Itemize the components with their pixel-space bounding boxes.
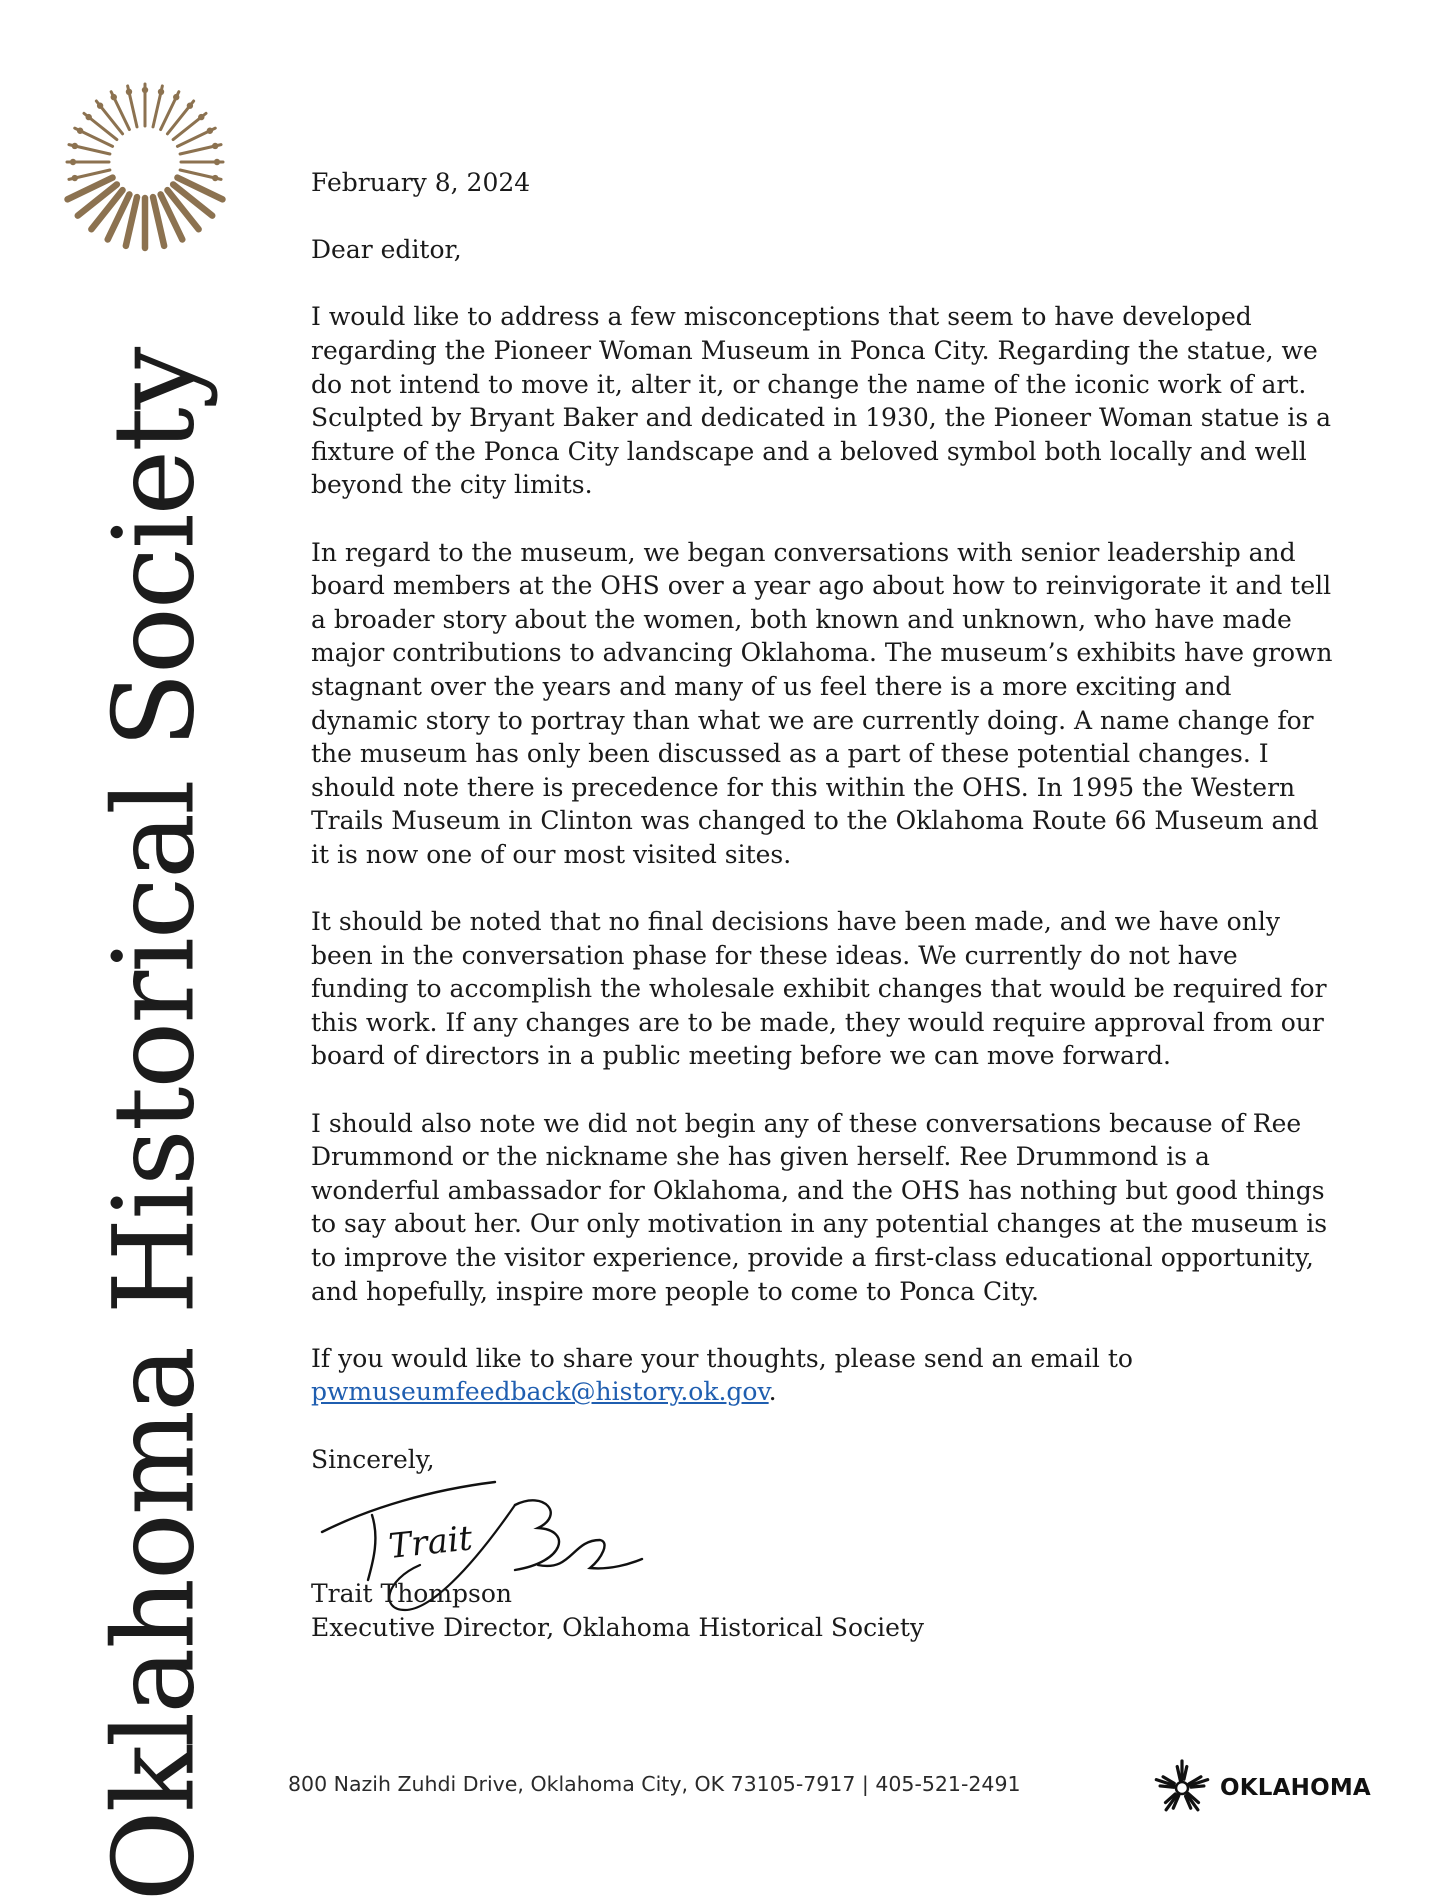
letter-closing-paragraph	[311, 1342, 1341, 1409]
star-ray	[1177, 1767, 1180, 1781]
letter-sign-off: Sincerely,	[311, 1444, 435, 1474]
letter-paragraph: I would like to address a few misconceptions that seem to have developed regarding the Pioneer Woman Museum in Ponca City. Regarding the statue, we do not intend to move it, alter it, or change the name of the iconic work of art. Sculpted by Bryant Baker and dedicated in 1930, the Pioneer Woman statue is a fixture of the Ponca City landscape and a beloved symbol both locally and well beyond the city limits.	[311, 302, 1332, 500]
ohs-sunburst-logo-icon	[55, 72, 235, 252]
star-center	[1176, 1782, 1188, 1794]
signer-name: Trait Thompson	[311, 1579, 513, 1608]
letter-date: February 8, 2024	[311, 168, 531, 197]
feedback-email-link[interactable]: pwmuseumfeedback@history.ok.gov	[311, 1377, 769, 1407]
oklahoma-star-icon	[1152, 1758, 1212, 1818]
organization-name-vertical: Oklahoma Historical Society	[90, 348, 220, 1901]
logo-ray-tip	[77, 128, 83, 134]
footer-address: 800 Nazih Zuhdi Drive, Oklahoma City, OK 73105-7917 | 405-521-2491	[288, 1772, 1021, 1796]
logo-ray-tip	[126, 89, 132, 95]
letter-paragraph: In regard to the museum, we began conversations with senior leadership and board members at the OHS over a year ago about how to reinvigorate it and tell a broader story about the women, both known and unknown, who have made major contributions to advancing Oklahoma. The museum’s exhibits have grown stagnant over the years and many of us feel there is a more exciting and dynamic story to portray than what we are currently doing. A name change for the museum has only been discussed as a part of these potential changes. I should note there is precedence for this within the OHS. In 1995 the Western Trails Museum in Clinton was changed to the Oklahoma Route 66 Museum and it is now one of our most visited sites.	[311, 537, 1333, 869]
logo-ray-tip	[173, 94, 179, 100]
logo-ray-tip	[97, 103, 103, 109]
oklahoma-state-brand	[1152, 1758, 1371, 1818]
logo-ray-tip	[214, 159, 220, 165]
logo-ray-tip	[187, 103, 193, 109]
closing-text: If you would like to share your thoughts, please send an email to	[311, 1343, 1133, 1373]
star-ray	[1191, 1786, 1204, 1787]
logo-ray-tip	[212, 143, 218, 149]
signature-lettering: Trait	[386, 1518, 475, 1567]
letter-salutation: Dear editor,	[311, 235, 462, 265]
logo-ray-tip	[207, 128, 213, 134]
signer-title: Executive Director, Oklahoma Historical Society	[311, 1613, 925, 1642]
star-ray	[1184, 1767, 1187, 1780]
letter-paragraph: I should also note we did not begin any of these conversations because of Ree Drummond or the nickname she has given herself. Ree Drummond is a wonderful ambassador for Oklahoma, and the OHS has nothing but good things to say about her. Our only motivation in any potential changes at the museum is to improve the visitor experience, provide a first-class educational opportunity, and hopefully, inspire more people to come to Ponca City.	[311, 1108, 1328, 1306]
logo-ray-tip	[111, 94, 117, 100]
letter-paragraph: It should be noted that no final decisions have been made, and we have only been in the conversation phase for these ideas. We currently do not have funding to accomplish the wholesale exhibit changes that would be required for this work. If any changes are to be made, they would require approval from our board of directors in a public meeting before we can move forward.	[311, 907, 1327, 1071]
logo-ray-tip	[72, 143, 78, 149]
logo-ray-tip	[158, 89, 164, 95]
logo-ray-tip	[72, 175, 78, 181]
logo-ray-tip	[198, 114, 204, 120]
closing-period: .	[768, 1377, 777, 1407]
logo-ray-tip	[212, 175, 218, 181]
logo-ray-tip	[142, 87, 148, 93]
letter-body	[311, 166, 1341, 1510]
logo-ray-tip	[86, 114, 92, 120]
logo-ray-tip	[70, 159, 76, 165]
oklahoma-wordmark: OKLAHOMA	[1220, 1775, 1371, 1801]
